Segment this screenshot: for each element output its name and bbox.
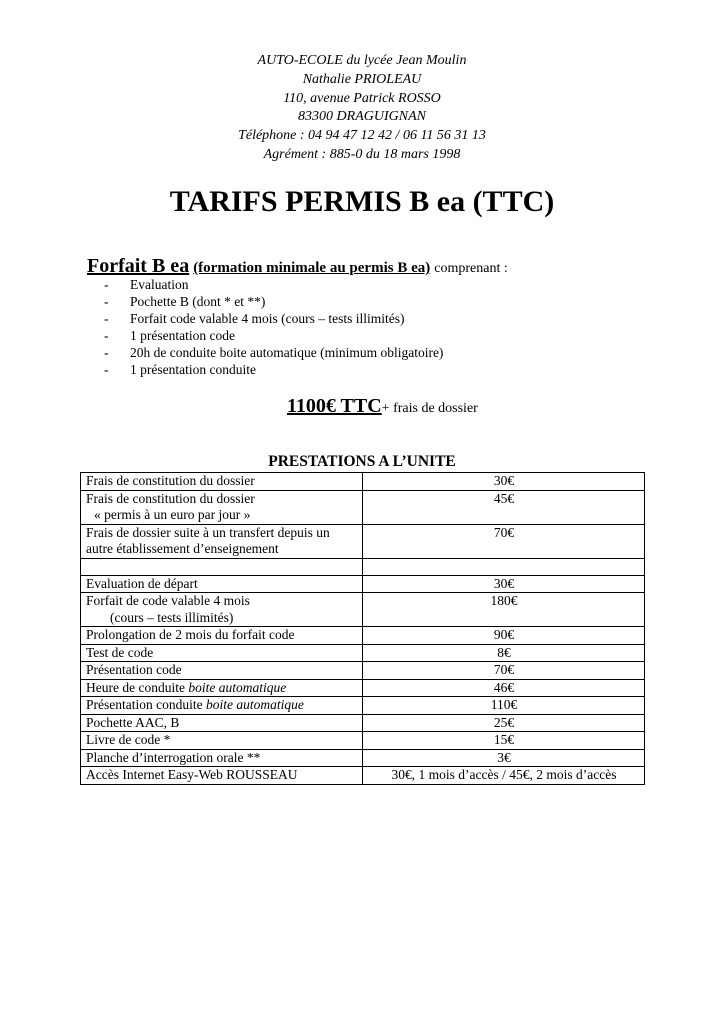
table-row: [81, 697, 645, 715]
table-cell-label: Planche d’interrogation orale **: [81, 749, 363, 767]
table-cell-label: Livre de code *: [81, 732, 363, 750]
list-item: [104, 362, 443, 379]
manager-name: Nathalie PRIOLEAU: [302, 71, 422, 87]
table-cell-price: 70€: [363, 524, 645, 558]
row-label-italic: boite automatique: [205, 697, 304, 712]
list-item-text: 20h de conduite boite automatique (minimum obligatoire): [130, 344, 444, 360]
table-cell-label: Prolongation de 2 mois du forfait code: [81, 627, 363, 645]
table-cell-price: 180€: [363, 593, 645, 627]
list-item-text: Evaluation: [130, 277, 189, 292]
forfait-suffix: comprenant :: [434, 261, 508, 276]
table-row: [81, 767, 645, 785]
table-row: [81, 732, 645, 750]
row-label: Heure de conduite: [86, 679, 189, 695]
table-row: [81, 490, 645, 524]
table-row: [81, 679, 645, 697]
price-amount: 1100€ TTC: [287, 395, 382, 417]
forfait-sublabel: (formation minimale au permis B ea): [193, 260, 431, 276]
list-bullet: -: [104, 310, 109, 326]
list-item-text: Forfait code valable 4 mois (cours – tests illimités): [130, 310, 405, 326]
table-row: [81, 749, 645, 767]
table-cell-label: [81, 524, 363, 558]
list-bullet: -: [104, 293, 109, 309]
table-cell-label: Evaluation de départ: [81, 575, 363, 593]
table-row: [81, 575, 645, 593]
table-title: PRESTATIONS A L’UNITE: [268, 453, 456, 470]
page-title: TARIFS PERMIS B ea (TTC): [169, 185, 555, 218]
table-cell-price: 8€: [363, 644, 645, 662]
list-item: [104, 311, 443, 328]
table-cell-price: 30€, 1 mois d’accès / 45€, 2 mois d’accès: [363, 767, 645, 785]
table-cell-label: [81, 558, 363, 575]
forfait-label: Forfait B ea: [87, 255, 190, 277]
forfait-heading: [87, 255, 687, 278]
forfait-price: [287, 395, 478, 418]
row-label: Forfait de code valable 4 mois: [86, 593, 250, 608]
table-row: [81, 593, 645, 627]
row-label-italic: boite automatique: [188, 679, 287, 695]
row-label-continued: « permis à un euro par jour »: [94, 507, 251, 522]
table-row: [81, 714, 645, 732]
list-item: [104, 277, 443, 294]
row-label: Frais de constitution du dossier: [86, 473, 255, 488]
table-cell-price: 110€: [363, 697, 645, 715]
table-cell-label: Présentation code: [81, 662, 363, 680]
table-cell-price: 70€: [363, 662, 645, 680]
table-row-empty: [81, 558, 645, 575]
list-bullet: -: [104, 361, 109, 377]
table-row: [81, 662, 645, 680]
table-cell-label: [81, 473, 363, 491]
list-bullet: -: [104, 277, 109, 292]
table-cell-label: Pochette AAC, B: [81, 714, 363, 732]
list-item: [104, 294, 443, 311]
postal-city: 83300 DRAGUIGNAN: [298, 109, 426, 125]
list-item: [104, 328, 443, 345]
school-name: AUTO-ECOLE du lycée Jean Moulin: [257, 53, 467, 68]
table-cell-price: [363, 558, 645, 575]
table-cell-label: Accès Internet Easy-Web ROUSSEAU: [81, 767, 363, 785]
list-item-text: 1 présentation conduite: [130, 361, 256, 377]
row-label-continued: autre établissement d’enseignement: [86, 541, 279, 556]
table-cell-price: 45€: [363, 490, 645, 524]
approval-number: Agrément : 885-0 du 18 mars 1998: [263, 146, 461, 162]
table-cell-price: 3€: [363, 749, 645, 767]
table-cell-label: [81, 679, 363, 697]
prices-table: [80, 472, 645, 785]
school-header: [0, 52, 724, 165]
table-row: [81, 644, 645, 662]
table-row: [81, 473, 645, 491]
row-label-continued: (cours – tests illimités): [110, 609, 234, 625]
table-cell-price: 30€: [363, 473, 645, 491]
table-cell-label: [81, 593, 363, 627]
list-bullet: -: [104, 344, 109, 360]
street-address: 110, avenue Patrick ROSSO: [283, 90, 441, 106]
table-cell-label: [81, 490, 363, 524]
row-label: Frais de dossier suite à un transfert depuis un: [86, 524, 330, 540]
table-cell-price: 15€: [363, 732, 645, 750]
row-label: Présentation conduite: [86, 697, 206, 712]
table-row: [81, 524, 645, 558]
list-bullet: -: [104, 327, 109, 343]
forfait-items-list: [104, 277, 443, 378]
price-fees-note: + frais de dossier: [381, 401, 478, 416]
table-cell-price: 90€: [363, 627, 645, 645]
phone-numbers: Téléphone : 04 94 47 12 42 / 06 11 56 31 13: [238, 128, 486, 144]
table-cell-price: 30€: [363, 575, 645, 593]
row-label: Frais de constitution du dossier: [86, 490, 255, 506]
list-item-text: Pochette B (dont * et **): [130, 293, 266, 309]
table-cell-label: [81, 697, 363, 715]
list-item-text: 1 présentation code: [130, 327, 235, 343]
table-cell-price: 25€: [363, 714, 645, 732]
table-row: [81, 627, 645, 645]
list-item: [104, 345, 443, 362]
table-cell-price: 46€: [363, 679, 645, 697]
table-cell-label: Test de code: [81, 644, 363, 662]
